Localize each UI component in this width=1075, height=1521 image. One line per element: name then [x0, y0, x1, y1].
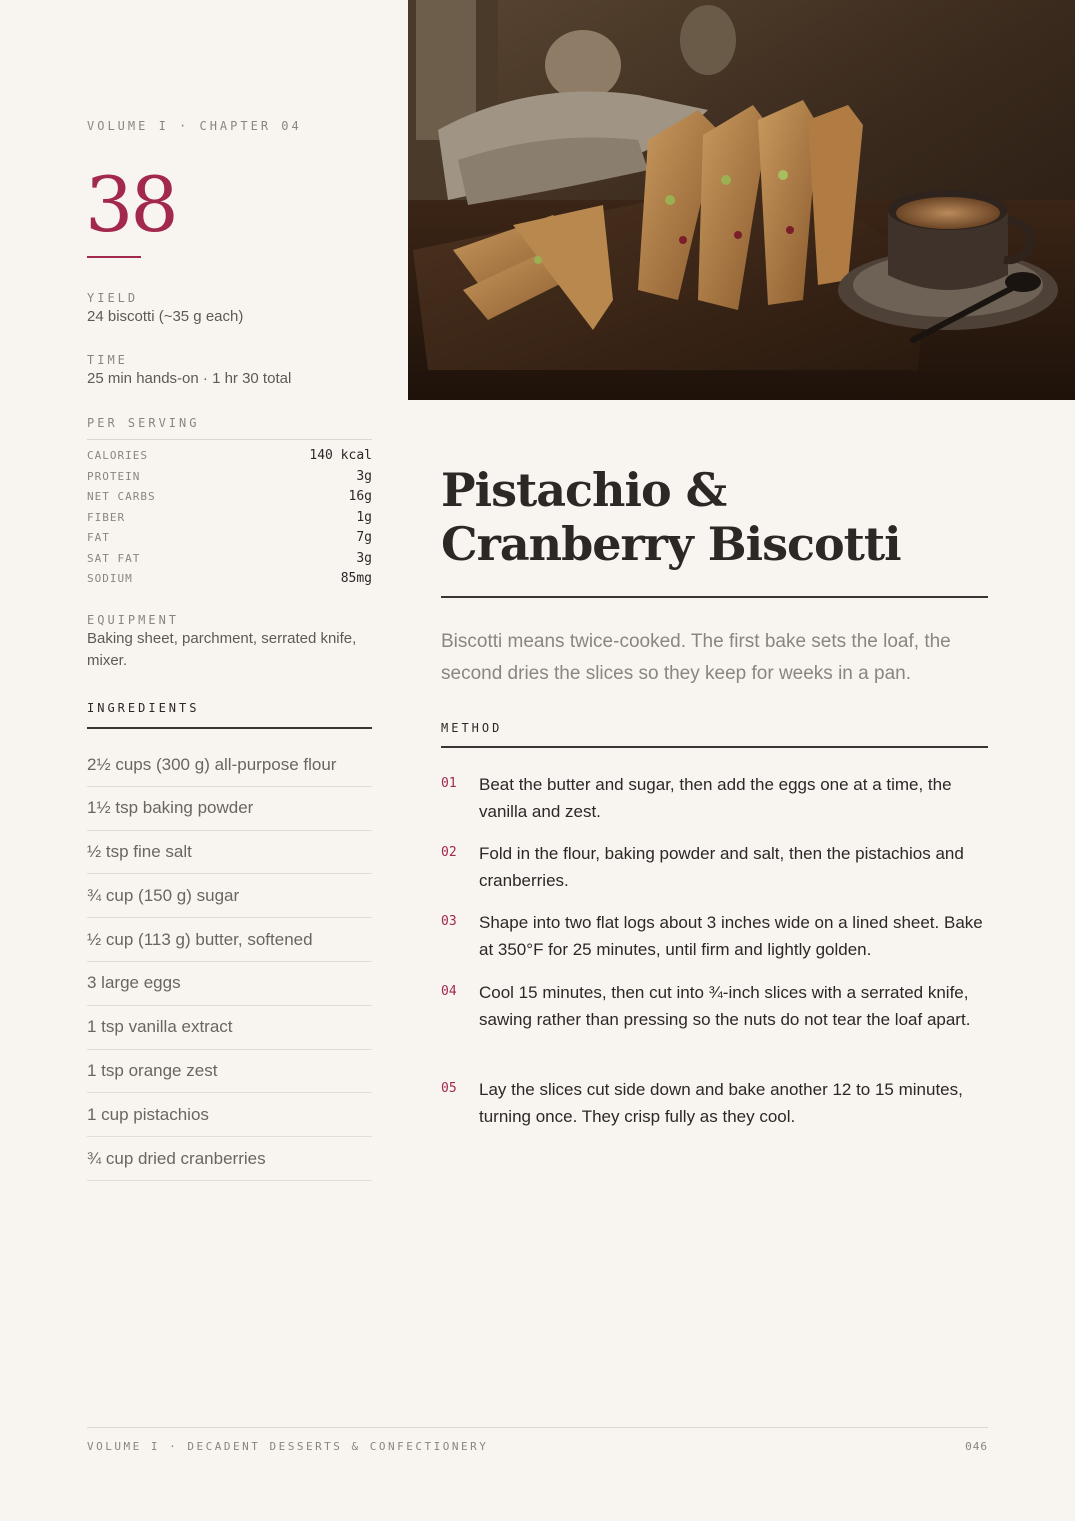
nutrition-table [87, 448, 372, 592]
nutrition-row [87, 489, 372, 510]
step-text: Lay the slices cut side down and bake another 12 to 15 minutes, turning once. They crisp fully as they cool. [479, 1080, 963, 1126]
nutrition-value: 16g [348, 489, 372, 504]
nutrition-name: CALORIES [87, 449, 148, 462]
ingredient-item: ½ tsp fine salt [87, 831, 372, 875]
ingredient-item: ¾ cup (150 g) sugar [87, 874, 372, 918]
method-step [441, 909, 988, 963]
nutrition-row [87, 571, 372, 592]
nutrition-row [87, 530, 372, 551]
ingredients-rule [87, 727, 372, 729]
footer-rule [87, 1427, 988, 1428]
title-rule [441, 596, 988, 598]
nutrition-value: 140 kcal [309, 448, 372, 463]
page-number: 046 [965, 1440, 988, 1453]
nutrition-row [87, 469, 372, 490]
step-number: 05 [441, 1081, 457, 1096]
step-number: 01 [441, 776, 457, 791]
method-heading: METHOD [441, 721, 503, 735]
method-step [441, 979, 988, 1033]
ingredient-item: ½ cup (113 g) butter, softened [87, 918, 372, 962]
ingredient-item: 1 cup pistachios [87, 1093, 372, 1137]
method-rule [441, 746, 988, 748]
ingredient-item: 3 large eggs [87, 962, 372, 1006]
ingredients-list [87, 743, 372, 1181]
ingredient-item: 2½ cups (300 g) all-purpose flour [87, 743, 372, 787]
time-value: 25 min hands-on · 1 hr 30 total [87, 370, 292, 387]
method-step [441, 1076, 988, 1130]
nutrition-name: NET CARBS [87, 490, 156, 503]
step-number: 04 [441, 984, 457, 999]
step-number: 03 [441, 914, 457, 929]
method-step [441, 840, 988, 894]
nutrition-name: SODIUM [87, 572, 133, 585]
method-step [441, 771, 988, 825]
step-text: Beat the butter and sugar, then add the eggs one at a time, the vanilla and zest. [479, 775, 952, 821]
step-text: Cool 15 minutes, then cut into ¾-inch slices with a serrated knife, sawing rather than pressing so the nuts do not tear the loaf apart. [479, 983, 971, 1029]
equipment-label: EQUIPMENT [87, 613, 180, 627]
ingredients-heading: INGREDIENTS [87, 701, 200, 715]
nutrition-value: 7g [356, 530, 372, 545]
time-label: TIME [87, 353, 128, 367]
step-number: 02 [441, 845, 457, 860]
per-serving-label: PER SERVING [87, 416, 200, 430]
recipe-number-rule [87, 256, 141, 258]
nutrition-row [87, 551, 372, 572]
yield-value: 24 biscotti (~35 g each) [87, 308, 244, 325]
nutrition-value: 85mg [340, 571, 372, 586]
recipe-number: 38 [85, 160, 176, 249]
nutrition-row [87, 448, 372, 469]
nutrition-value: 3g [356, 468, 372, 484]
nutrition-name: FAT [87, 531, 110, 544]
recipe-title: Pistachio & Cranberry Biscotti [441, 463, 901, 571]
step-text: Shape into two flat logs about 3 inches wide on a lined sheet. Bake at 350°F for 25 minutes, until firm and lightly golden. [479, 913, 983, 959]
biscotti-photo [408, 0, 1075, 400]
nutrition-row [87, 510, 372, 531]
nutrition-name: PROTEIN [87, 469, 141, 483]
step-text: Fold in the flour, baking powder and salt, then the pistachios and cranberries. [479, 844, 964, 890]
nutrition-rule [87, 439, 372, 440]
ingredient-item: ¾ cup dried cranberries [87, 1137, 372, 1181]
ingredient-item: 1 tsp orange zest [87, 1050, 372, 1094]
chapter-eyebrow: VOLUME I · CHAPTER 04 [87, 119, 302, 133]
nutrition-value: 1g [356, 509, 372, 525]
yield-label: YIELD [87, 291, 139, 305]
ingredient-item: 1½ tsp baking powder [87, 787, 372, 831]
ingredient-item: 1 tsp vanilla extract [87, 1006, 372, 1050]
nutrition-name: SAT FAT [87, 551, 141, 565]
equipment-value: Baking sheet, parchment, serrated knife, mixer. [87, 630, 357, 669]
nutrition-value: 3g [356, 550, 372, 566]
nutrition-name: FIBER [87, 510, 126, 524]
biscotti-photo-illustration [408, 0, 1075, 400]
footer-volume-title: VOLUME I · DECADENT DESSERTS & CONFECTIONERY [87, 1440, 489, 1453]
recipe-lede: Biscotti means twice-cooked. The first bake sets the loaf, the second dries the slices so they keep for weeks in a pan. [441, 631, 951, 684]
